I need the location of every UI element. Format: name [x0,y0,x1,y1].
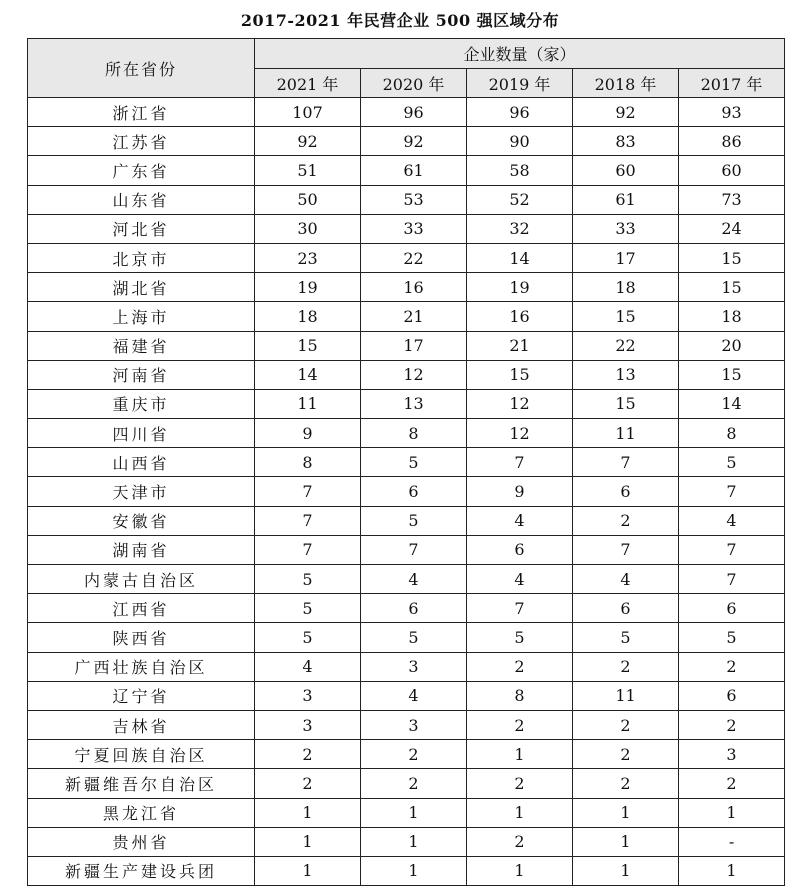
count-cell: 60 [679,156,785,185]
table-row [28,214,785,243]
province-cell: 山东省 [28,185,255,214]
count-cell: 53 [361,185,467,214]
count-cell: 93 [679,98,785,127]
count-cell: 2 [573,740,679,769]
count-cell: 1 [573,798,679,827]
count-cell: 15 [573,302,679,331]
table-row [28,273,785,302]
table-row [28,185,785,214]
count-cell: 3 [679,740,785,769]
count-cell: 2 [573,769,679,798]
count-cell: 30 [255,214,361,243]
count-cell: 107 [255,98,361,127]
table-row [28,302,785,331]
count-group-header: 企业数量（家） [255,39,785,69]
count-cell: 4 [467,506,573,535]
count-cell: 12 [467,419,573,448]
count-cell: 7 [679,535,785,564]
count-cell: 92 [361,127,467,156]
count-cell: 2 [467,652,573,681]
count-cell: 61 [361,156,467,185]
count-cell: 86 [679,127,785,156]
count-cell: 96 [467,98,573,127]
count-cell: 21 [361,302,467,331]
table-row [28,535,785,564]
count-cell: 1 [467,798,573,827]
province-cell: 四川省 [28,419,255,448]
year-header-2019: 2019 年 [467,69,573,98]
province-cell: 北京市 [28,243,255,272]
province-cell: 浙江省 [28,98,255,127]
count-cell: 2 [573,506,679,535]
count-cell: 1 [573,856,679,885]
province-cell: 湖北省 [28,273,255,302]
count-cell: 33 [573,214,679,243]
table-row [28,477,785,506]
count-cell: 7 [467,594,573,623]
count-cell: 14 [467,243,573,272]
count-cell: 8 [255,448,361,477]
count-cell: 1 [467,740,573,769]
count-cell: 5 [467,623,573,652]
count-cell: 5 [255,623,361,652]
table-row [28,331,785,360]
count-cell: 17 [361,331,467,360]
province-column-header: 所在省份 [28,39,255,98]
count-cell: 3 [361,710,467,739]
count-cell: 4 [573,565,679,594]
province-cell: 新疆生产建设兵团 [28,856,255,885]
year-header-2018: 2018 年 [573,69,679,98]
count-cell: 15 [573,389,679,418]
count-cell: 13 [361,389,467,418]
table-title: 2017-2021 年民营企业 500 强区域分布 [240,11,560,30]
table-row [28,419,785,448]
province-cell: 江西省 [28,594,255,623]
province-cell: 吉林省 [28,710,255,739]
count-cell: 5 [361,448,467,477]
count-cell: 96 [361,98,467,127]
count-cell: 73 [679,185,785,214]
count-cell: 11 [573,419,679,448]
count-cell: 1 [361,827,467,856]
count-cell: 1 [255,798,361,827]
province-cell: 辽宁省 [28,681,255,710]
count-cell: 32 [467,214,573,243]
count-cell: 7 [679,565,785,594]
count-cell: 7 [573,535,679,564]
count-cell: 17 [573,243,679,272]
count-cell: 8 [361,419,467,448]
count-cell: 6 [679,594,785,623]
table-row [28,360,785,389]
province-cell: 宁夏回族自治区 [28,740,255,769]
count-cell: 2 [361,769,467,798]
count-cell: 4 [255,652,361,681]
count-cell: 5 [679,623,785,652]
count-cell: 3 [255,710,361,739]
province-cell: 安徽省 [28,506,255,535]
table-row [28,594,785,623]
count-cell: 1 [573,827,679,856]
table-row [28,827,785,856]
region-distribution-table [27,38,785,886]
count-cell: 1 [255,827,361,856]
province-cell: 广东省 [28,156,255,185]
province-cell: 重庆市 [28,389,255,418]
table-row [28,156,785,185]
count-cell: 6 [361,594,467,623]
count-cell: 14 [255,360,361,389]
count-cell: 1 [467,856,573,885]
province-cell: 河南省 [28,360,255,389]
count-cell: 9 [255,419,361,448]
count-cell: 1 [361,856,467,885]
count-cell: 4 [361,565,467,594]
count-cell: 5 [361,506,467,535]
table-row [28,565,785,594]
count-cell: 1 [361,798,467,827]
count-cell: 2 [467,827,573,856]
count-cell: 5 [679,448,785,477]
table-row [28,710,785,739]
count-cell: 24 [679,214,785,243]
count-cell: 22 [573,331,679,360]
table-row [28,389,785,418]
count-cell: 92 [573,98,679,127]
province-cell: 贵州省 [28,827,255,856]
province-cell: 天津市 [28,477,255,506]
count-cell: 12 [467,389,573,418]
count-cell: 8 [467,681,573,710]
table-row [28,652,785,681]
count-cell: 7 [679,477,785,506]
count-cell: - [679,827,785,856]
count-cell: 90 [467,127,573,156]
count-cell: 16 [467,302,573,331]
count-cell: 15 [679,273,785,302]
table-row [28,769,785,798]
count-cell: 13 [573,360,679,389]
count-cell: 19 [255,273,361,302]
year-header-2020: 2020 年 [361,69,467,98]
count-cell: 2 [679,769,785,798]
count-cell: 20 [679,331,785,360]
province-cell: 广西壮族自治区 [28,652,255,681]
count-cell: 16 [361,273,467,302]
table-row [28,740,785,769]
count-cell: 83 [573,127,679,156]
table-row [28,127,785,156]
table-row [28,681,785,710]
count-cell: 7 [361,535,467,564]
count-cell: 23 [255,243,361,272]
count-cell: 60 [573,156,679,185]
count-cell: 52 [467,185,573,214]
table-body [28,98,785,886]
count-cell: 33 [361,214,467,243]
count-cell: 7 [573,448,679,477]
count-cell: 2 [255,740,361,769]
table-row [28,448,785,477]
count-cell: 6 [573,594,679,623]
province-cell: 福建省 [28,331,255,360]
count-cell: 6 [467,535,573,564]
count-cell: 2 [467,710,573,739]
count-cell: 19 [467,273,573,302]
count-cell: 14 [679,389,785,418]
province-cell: 陕西省 [28,623,255,652]
count-cell: 7 [255,477,361,506]
count-cell: 2 [573,710,679,739]
count-cell: 5 [361,623,467,652]
count-cell: 51 [255,156,361,185]
count-cell: 4 [679,506,785,535]
count-cell: 5 [573,623,679,652]
count-cell: 1 [679,798,785,827]
count-cell: 6 [679,681,785,710]
count-cell: 18 [255,302,361,331]
count-cell: 15 [679,360,785,389]
count-cell: 2 [679,652,785,681]
count-cell: 11 [255,389,361,418]
count-cell: 2 [679,710,785,739]
count-cell: 6 [573,477,679,506]
count-cell: 18 [573,273,679,302]
count-cell: 15 [467,360,573,389]
count-cell: 22 [361,243,467,272]
count-cell: 6 [361,477,467,506]
count-cell: 21 [467,331,573,360]
province-cell: 江苏省 [28,127,255,156]
province-cell: 湖南省 [28,535,255,564]
province-cell: 上海市 [28,302,255,331]
count-cell: 7 [255,535,361,564]
province-cell: 黑龙江省 [28,798,255,827]
count-cell: 3 [255,681,361,710]
table-row [28,798,785,827]
count-cell: 7 [467,448,573,477]
year-header-2017: 2017 年 [679,69,785,98]
count-cell: 12 [361,360,467,389]
count-cell: 15 [679,243,785,272]
count-cell: 4 [467,565,573,594]
table-row [28,243,785,272]
count-cell: 9 [467,477,573,506]
count-cell: 61 [573,185,679,214]
province-cell: 内蒙古自治区 [28,565,255,594]
table-row [28,506,785,535]
count-cell: 2 [573,652,679,681]
count-cell: 15 [255,331,361,360]
count-cell: 58 [467,156,573,185]
count-cell: 18 [679,302,785,331]
count-cell: 1 [679,856,785,885]
table-row [28,98,785,127]
count-cell: 2 [255,769,361,798]
table-row [28,623,785,652]
count-cell: 11 [573,681,679,710]
province-cell: 河北省 [28,214,255,243]
count-cell: 5 [255,594,361,623]
year-header-2021: 2021 年 [255,69,361,98]
count-cell: 1 [255,856,361,885]
count-cell: 4 [361,681,467,710]
province-cell: 新疆维吾尔自治区 [28,769,255,798]
count-cell: 5 [255,565,361,594]
count-cell: 8 [679,419,785,448]
count-cell: 2 [361,740,467,769]
count-cell: 7 [255,506,361,535]
table-row [28,856,785,885]
count-cell: 50 [255,185,361,214]
count-cell: 92 [255,127,361,156]
count-cell: 3 [361,652,467,681]
province-cell: 山西省 [28,448,255,477]
count-cell: 2 [467,769,573,798]
